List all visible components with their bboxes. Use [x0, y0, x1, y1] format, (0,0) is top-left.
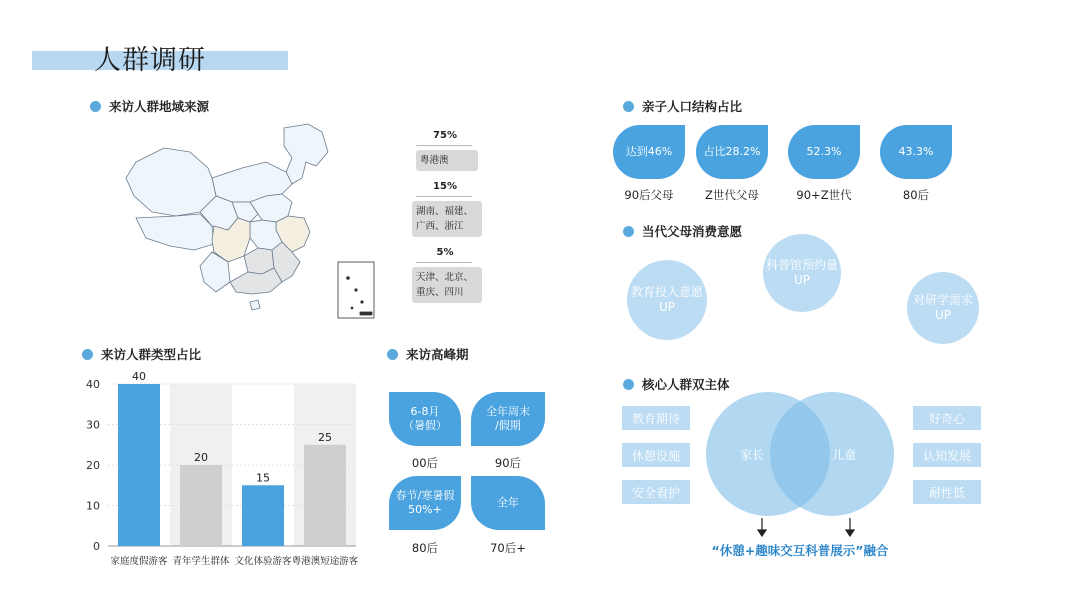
bubble-text: 对研学需求	[912, 293, 973, 307]
bullet-dot-icon	[623, 101, 634, 112]
peak-caption-4: 70后+	[490, 541, 526, 555]
chart-y-tick-label: 0	[93, 540, 100, 553]
map-region-xinjiang	[126, 148, 216, 216]
parent-value: 43.3%	[898, 145, 934, 158]
region-pct-1: 75%	[433, 130, 457, 141]
chart-bar	[242, 485, 284, 546]
visitor-type-bar-chart	[80, 368, 380, 578]
chart-data-label: 20	[194, 451, 208, 464]
section-header-consumption	[623, 222, 742, 240]
core-left-item-2: 休憩设施	[622, 443, 690, 467]
section-header-type	[82, 345, 201, 363]
parent-leaf-1	[613, 125, 685, 179]
parent-value: 占比28.2%	[703, 145, 761, 158]
region-tag-1	[416, 150, 478, 171]
parent-caption-3: 90+Z世代	[796, 188, 852, 202]
divider	[416, 262, 472, 263]
region-tag-2	[412, 201, 482, 237]
peak-caption-3: 80后	[411, 541, 439, 555]
parent-leaf-3	[788, 125, 860, 179]
bubble-text: UP	[934, 308, 952, 322]
venn-diagram	[700, 392, 900, 516]
core-right-item-2: 认知发展	[913, 443, 981, 467]
section-title-peak: 来访高峰期	[406, 347, 469, 362]
china-map	[116, 122, 376, 322]
peak-leaf-2	[471, 392, 545, 446]
parent-value: 达到46%	[625, 145, 673, 158]
region-tag-line: 重庆、四川	[416, 287, 464, 298]
bubble-text: 教育投入意愿	[630, 285, 703, 299]
section-header-parent-structure	[623, 97, 742, 115]
chart-x-tick-label: 家庭度假游客	[110, 556, 168, 567]
chart-bar	[304, 445, 346, 546]
core-right-item-3: 耐性低	[913, 480, 981, 504]
region-tag-3	[412, 267, 482, 303]
south-china-sea-inset	[338, 262, 374, 318]
peak-text: （暑假）	[403, 419, 447, 432]
peak-caption-1: 00后	[411, 456, 439, 470]
chart-data-label: 40	[132, 370, 146, 383]
parent-caption-1: 90后父母	[624, 188, 674, 202]
peak-text: /假期	[495, 419, 521, 432]
chart-y-tick-label: 20	[86, 459, 100, 472]
region-tag-line: 广西、浙江	[416, 221, 464, 232]
divider	[416, 196, 472, 197]
section-header-peak	[387, 345, 469, 363]
consumption-bubble-1	[627, 260, 707, 340]
parent-caption-4: 80后	[902, 188, 930, 202]
region-pct-3: 5%	[436, 247, 454, 258]
parent-leaf-4	[880, 125, 952, 179]
bubble-text: UP	[793, 273, 811, 287]
peak-caption-2: 90后	[494, 456, 522, 470]
chart-y-tick-label: 30	[86, 418, 100, 432]
map-region-northeast	[284, 124, 328, 184]
bubble-text: 科普馆预约量	[765, 258, 838, 272]
region-tag-line: 粤港澳	[420, 155, 449, 166]
venn-label-right: 儿童	[832, 448, 857, 462]
chart-data-label: 15	[256, 471, 270, 485]
map-region-hainan	[250, 300, 260, 310]
region-stats	[410, 130, 490, 303]
section-title-parent-structure: 亲子人口结构占比	[642, 99, 743, 114]
chart-bar	[118, 384, 160, 546]
map-region-tibet	[136, 214, 214, 250]
parent-caption-2: Z世代父母	[705, 188, 759, 202]
venn-label-left: 家长	[740, 448, 765, 462]
bullet-dot-icon	[387, 349, 398, 360]
peak-leaf-1	[389, 392, 461, 446]
consumption-bubble-2	[763, 234, 841, 312]
core-conclusion: “休憩+趣味交互科普展示”融合	[711, 543, 889, 558]
region-pct-2: 15%	[433, 181, 457, 192]
section-header-core	[623, 375, 730, 393]
divider	[416, 145, 472, 146]
chart-y-tick-label: 10	[86, 499, 100, 513]
peak-text: 50%+	[408, 503, 442, 516]
bubble-text: UP	[658, 300, 676, 314]
chart-x-tick-label: 青年学生群体	[172, 556, 230, 567]
peak-leaf-4	[471, 476, 545, 530]
section-title-core: 核心人群双主体	[642, 377, 730, 392]
region-tag-line: 天津、北京、	[416, 272, 474, 283]
parent-value: 52.3%	[806, 145, 842, 158]
bullet-dot-icon	[90, 101, 101, 112]
page-title: 人群调研	[94, 45, 206, 76]
parent-leaf-2	[696, 125, 768, 179]
peak-text: 6-8月	[410, 405, 440, 418]
down-arrows	[752, 516, 862, 540]
chart-x-tick-label: 粤港澳短途游客	[291, 556, 359, 567]
region-tag-line: 湖南、福建、	[416, 206, 474, 217]
peak-text: 春节/寒暑假	[395, 489, 455, 502]
arrow-down-icon	[758, 530, 766, 536]
core-left-item-1: 教育期待	[622, 406, 690, 430]
chart-x-tick-label: 文化体验游客	[234, 556, 292, 567]
arrow-down-icon	[846, 530, 854, 536]
bullet-dot-icon	[82, 349, 93, 360]
core-left-item-3: 安全看护	[622, 480, 690, 504]
core-right-item-1: 好奇心	[913, 406, 981, 430]
peak-leaf-3	[389, 476, 461, 530]
chart-bar	[180, 465, 222, 546]
section-title-region: 来访人群地域来源	[109, 99, 210, 114]
chart-data-label: 25	[318, 430, 332, 444]
peak-text: 全年周末	[486, 405, 530, 418]
consumption-bubble-3	[907, 272, 979, 344]
chart-y-tick-label: 40	[86, 378, 100, 391]
section-title-consumption: 当代父母消费意愿	[642, 224, 743, 239]
section-title-type: 来访人群类型占比	[101, 347, 202, 362]
section-header-region	[90, 97, 209, 115]
bullet-dot-icon	[623, 226, 634, 237]
peak-text: 全年	[497, 496, 519, 509]
bullet-dot-icon	[623, 379, 634, 390]
